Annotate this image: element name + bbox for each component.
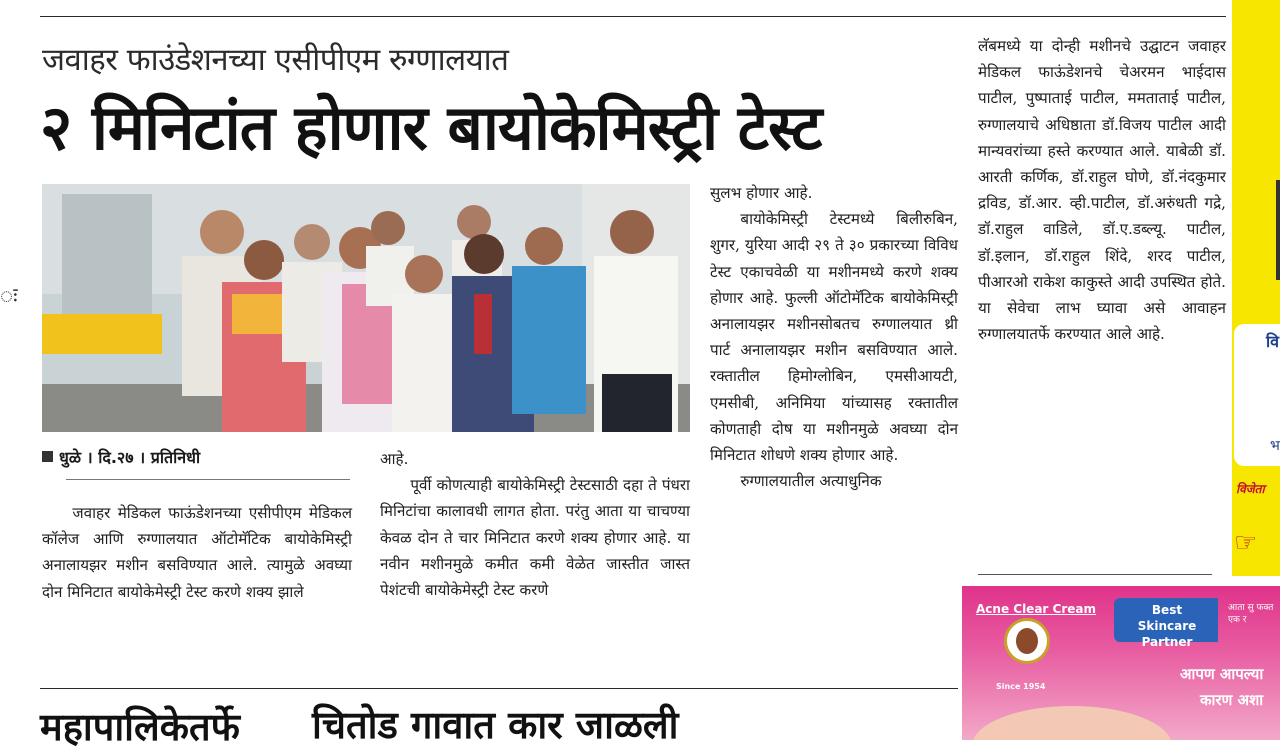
- ad-line-2: कारण अशा: [1200, 691, 1264, 709]
- ad-brand: Acne Clear Cream: [976, 602, 1096, 616]
- ad-since: Since 1954: [996, 682, 1046, 691]
- advertisement[interactable]: [962, 586, 1280, 740]
- ad-badge-text: Best Skincare Partner: [1137, 603, 1197, 649]
- sidebar-fragment-3: विजेता: [1236, 482, 1265, 496]
- article-column-1: [42, 500, 352, 605]
- section-rule: [40, 688, 958, 689]
- sidebar-fragment-1: वि: [1266, 332, 1280, 351]
- col4-paragraph-1: लॅबमध्ये या दोन्ही मशीनचे उद्घाटन जवाहर मेडिकल फाऊंडेशनचे चेअरमन भाईदास पाटील, पुष्पाताई पाटील, ममताताई पाटील, रुग्णालयाचे अधिष्ठाता डॉ.विजय पाटील आदी मान्यवरांच्या हस्ते करण्यात आले. याबेळी डॉ. आरती कर्णिक, डॉ.राहुल घोणे, डॉ.नंदकुमार द्रविड, डॉ.आर. व्ही.पाटील, डॉ.अरुंधती गद्रे, डॉ.राहुल वाडिले, डॉ.ए.डब्ल्यू. पाटील, डॉ.इलान, डॉ.राहुल शिंदे, शरद पाटील, पीआरओ राकेश काकुस्ते आदी उपस्थित होते. या सेवेचा लाभ घ्यावा असे आवाहन रुग्णालयातर्फे करण्यात आले आहे.: [978, 37, 1226, 344]
- article-column-4: [978, 33, 1226, 347]
- next-story-heading-left: महापालिकेतर्फे: [40, 705, 240, 749]
- col2-paragraph-2: पूर्वी कोणत्याही बायोकेमिस्ट्री टेस्टसाठी दहा ते पंधरा मिनिटांचा कालावधी लागत होता. परंतु आता या चाचण्या केवळ दोन ते चार मिनिटात करणे शक्य होणार आहे. या नवीन मशीनमुळे कमीत कमी वेळेत जास्तीत जास्त पेशंटची बायोकेमेस्ट्री टेस्ट करणे: [380, 476, 690, 600]
- col3-paragraph-1: सुलभ होणार आहे.: [710, 184, 813, 202]
- pointing-hand-icon: ☞: [1234, 528, 1258, 558]
- article-column-3: [710, 180, 958, 494]
- ad-seal: [1004, 618, 1050, 664]
- col3-paragraph-3: रुग्णालयातील अत्याधुनिक: [740, 472, 882, 491]
- dateline-underline: [66, 479, 350, 480]
- ad-face-image: [972, 706, 1172, 740]
- article-column-2: [380, 446, 690, 603]
- col2-paragraph-1: आहे.: [380, 450, 409, 468]
- ad-corner-text: आता सु फक्त एक र: [1228, 603, 1274, 625]
- col1-paragraph: जवाहर मेडिकल फाऊंडेशनच्या एसीपीएम मेडिकल कॉलेज आणि रुग्णालयात ऑटोमॅटिक बायोकेमिस्ट्री अनालायझर मशीन बसविण्यात आले. त्यामुळे अवघ्या दोन मिनिटात बायोकेमेस्ट्री टेस्ट करणे शक्य झाले: [42, 504, 352, 601]
- article-photo: [42, 184, 690, 432]
- next-story-heading-right: चितोड गावात कार जाळली: [312, 703, 679, 747]
- column-4-rule: [978, 574, 1212, 575]
- sidebar-dark-edge: [1276, 180, 1280, 280]
- bullet-square-icon: [42, 451, 53, 462]
- sidebar-fragment-2: भ: [1270, 438, 1280, 454]
- col3-paragraph-2: बायोकेमिस्ट्री टेस्टमध्ये बिलीरुबिन, शुगर, युरिया आदी २९ ते ३० प्रकारच्या विविध टेस्ट एकाचवेळी या मशीनमध्ये करणे शक्य होणार आहे. फुल्ली ऑटोमॅटिक बायोकेमिस्ट्री अनालायझर मशीनसोबतच रुग्णालयात थ्री पार्ट अनालायझर मशीन बसविण्यात आले. रक्तातील हिमोग्लोबिन, एमसीआयटी, एमसीबी, अनिमिया यांच्यासह रक्तातील कोणताही दोष या मशीनमुळे अवघ्या दोन मिनिटात शोधणे शक्य होणार आहे.: [710, 210, 958, 465]
- headline: २ मिनिटांत होणार बायोकेमिस्ट्री टेस्ट: [40, 91, 822, 164]
- ad-line-1: आपण आपल्या: [1180, 665, 1264, 683]
- top-rule: [40, 16, 1226, 17]
- sidebar-yellow-panel: [1232, 0, 1280, 576]
- dateline: [42, 446, 200, 468]
- kicker: जवाहर फाउंडेशनच्या एसीपीएम रुग्णालयात: [42, 42, 509, 78]
- dateline-text: धुळे । दि.२७ । प्रतिनिधी: [59, 448, 201, 467]
- left-edge-mark: ः: [0, 284, 18, 309]
